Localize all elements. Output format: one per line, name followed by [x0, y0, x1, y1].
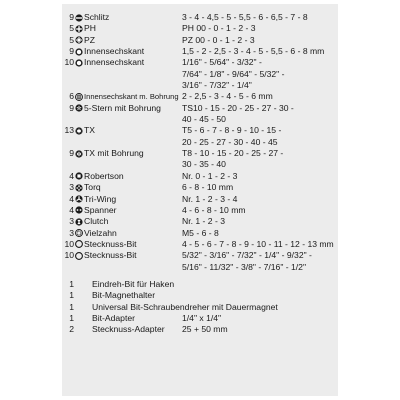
- list-item: [62, 91, 338, 102]
- quantity: 10: [64, 238, 74, 249]
- list-item: [62, 262, 338, 273]
- bit-sizes: 1/16" - 5/64" - 3/32" -: [182, 57, 262, 68]
- bit-sizes: T8 - 10 - 15 - 20 - 25 - 27 -: [182, 148, 284, 159]
- bit-type: Schlitz: [84, 12, 110, 22]
- quantity: 9: [69, 102, 74, 113]
- list-item: [62, 80, 338, 91]
- list-item: [62, 148, 338, 159]
- quantity: 1: [69, 278, 74, 289]
- quantity: 3: [69, 227, 74, 238]
- quantity: 9: [69, 148, 74, 159]
- socket-icon: [75, 252, 83, 260]
- quantity: 4: [69, 204, 74, 215]
- hex-icon: [75, 59, 83, 67]
- list-item: [62, 171, 338, 182]
- list-item: [62, 182, 338, 193]
- quantity: 13: [64, 125, 74, 136]
- list-item: [62, 103, 338, 114]
- slot-icon: [75, 14, 83, 22]
- bit-type: Stecknuss-Bit: [84, 238, 137, 249]
- list-item: [62, 194, 338, 205]
- list-item: [62, 46, 338, 57]
- phillips-icon: [75, 25, 83, 33]
- square-icon: [75, 172, 83, 180]
- list-item: [62, 137, 338, 148]
- accessory-size: 25 + 50 mm: [182, 324, 228, 335]
- quantity: 3: [69, 216, 74, 227]
- bit-type: Clutch: [84, 216, 109, 227]
- bit-sizes: 7/64" - 1/8" - 9/64" - 5/32" -: [182, 68, 285, 79]
- quantity: 2: [69, 324, 74, 335]
- bit-sizes: M5 - 6 - 8: [182, 227, 219, 238]
- bit-type: Tri-Wing: [84, 193, 117, 204]
- clutch-icon: [75, 218, 83, 226]
- bit-sizes: Nr. 0 - 1 - 2 - 3: [182, 170, 238, 181]
- bit-sizes: 20 - 25 - 27 - 30 - 40 - 45: [182, 136, 278, 147]
- bit-type: Innensechskant: [84, 57, 145, 68]
- socket-icon: [75, 240, 83, 248]
- bit-sizes: T5 - 6 - 7 - 8 - 9 - 10 - 15 -: [182, 125, 282, 136]
- list-item: [62, 239, 338, 250]
- accessory-name: Stecknuss-Adapter: [92, 324, 165, 335]
- bit-type: Vielzahn: [84, 227, 117, 238]
- list-item: [62, 250, 338, 261]
- bit-sizes: Nr. 1 - 2 - 3: [182, 216, 225, 227]
- list-item: [62, 23, 338, 34]
- bit-type: Robertson: [84, 170, 124, 181]
- accessory-name: Bit-Magnethalter: [92, 290, 156, 301]
- list-item: [62, 114, 338, 125]
- bit-type: PZ: [84, 34, 95, 45]
- bit-sizes: 5/32" - 3/16" - 7/32" - 1/4" - 9/32" -: [182, 250, 312, 261]
- bit-type: Stecknuss-Bit: [84, 250, 137, 261]
- quantity: 1: [69, 290, 74, 301]
- bit-sizes: 4 - 6 - 8 - 10 mm: [182, 204, 246, 215]
- spline-icon: [75, 229, 83, 237]
- triwing-icon: [75, 195, 83, 203]
- bit-type: PH: [84, 23, 96, 34]
- list-item: [62, 290, 338, 301]
- list-item: [62, 324, 338, 335]
- bit-type: Innensechskant m. Bohrung: [84, 92, 179, 102]
- bit-sizes: 1,5 - 2 - 2,5 - 3 - 4 - 5 - 5,5 - 6 - 8 mm: [182, 46, 325, 57]
- accessory-size: 1/4" x 1/4": [182, 312, 222, 323]
- accessory-name: Bit-Adapter: [92, 312, 135, 323]
- pozidriv-icon: [75, 36, 83, 44]
- star5-bore-icon: [75, 104, 83, 112]
- list-item: [62, 302, 338, 313]
- bit-list: [62, 12, 338, 336]
- torq-icon: [75, 184, 83, 192]
- quantity: 10: [64, 57, 74, 68]
- list-item: [62, 57, 338, 68]
- quantity: 1: [69, 312, 74, 323]
- bit-sizes: 4 - 5 - 6 - 7 - 8 - 9 - 10 - 11 - 12 - 13 mm: [182, 238, 334, 249]
- bit-type: Spanner: [84, 204, 117, 215]
- quantity: 6: [69, 91, 74, 102]
- bit-sizes: 30 - 35 - 40: [182, 159, 226, 170]
- accessory-name: Universal Bit-Schraubendreher mit Dauermagnet: [92, 301, 278, 312]
- list-item: [62, 35, 338, 46]
- quantity: 5: [69, 23, 74, 34]
- quantity: 4: [69, 193, 74, 204]
- quantity: 1: [69, 301, 74, 312]
- bit-type: 5-Stern mit Bohrung: [84, 102, 161, 113]
- bit-sizes: PH 00 - 0 - 1 - 2 - 3: [182, 23, 256, 34]
- bit-sizes: 40 - 45 - 50: [182, 114, 226, 125]
- hex-bore-icon: [75, 93, 83, 101]
- quantity: 3: [69, 182, 74, 193]
- quantity: 9: [69, 12, 74, 22]
- bit-type: Innensechskant: [84, 46, 145, 57]
- list-item: [62, 69, 338, 80]
- bit-sizes: 5/16" - 11/32" - 3/8" - 7/16" - 1/2": [182, 261, 307, 272]
- list-item: [62, 313, 338, 324]
- quantity: 10: [64, 250, 74, 261]
- quantity: 5: [69, 34, 74, 45]
- bit-sizes: 2 - 2,5 - 3 - 4 - 5 - 6 mm: [182, 91, 273, 102]
- torx-icon: [75, 127, 83, 135]
- bit-sizes: 3 - 4 - 4,5 - 5 - 5,5 - 6 - 6,5 - 7 - 8: [182, 12, 308, 22]
- quantity: 4: [69, 170, 74, 181]
- accessory-name: Eindreh-Bit für Haken: [92, 278, 175, 289]
- bit-sizes: 6 - 8 - 10 mm: [182, 182, 234, 193]
- list-item: [62, 159, 338, 170]
- list-item: [62, 279, 338, 290]
- hex-icon: [75, 48, 83, 56]
- bit-sizes: TS10 - 15 - 20 - 25 - 27 - 30 -: [182, 102, 294, 113]
- list-item: [62, 205, 338, 216]
- list-item: [62, 125, 338, 136]
- bit-sizes: PZ 00 - 0 - 1 - 2 - 3: [182, 34, 255, 45]
- bit-type: TX mit Bohrung: [84, 148, 144, 159]
- quantity: 9: [69, 46, 74, 57]
- list-item: [62, 228, 338, 239]
- list-item: [62, 12, 338, 23]
- bit-sizes: Nr. 1 - 2 - 3 - 4: [182, 193, 238, 204]
- torx-bore-icon: [75, 150, 83, 158]
- bit-sizes: 3/16" - 7/32" - 1/4": [182, 80, 252, 91]
- spanner-icon: [75, 206, 83, 214]
- bit-type: TX: [84, 125, 95, 136]
- list-item: [62, 216, 338, 227]
- bit-type: Torq: [84, 182, 101, 193]
